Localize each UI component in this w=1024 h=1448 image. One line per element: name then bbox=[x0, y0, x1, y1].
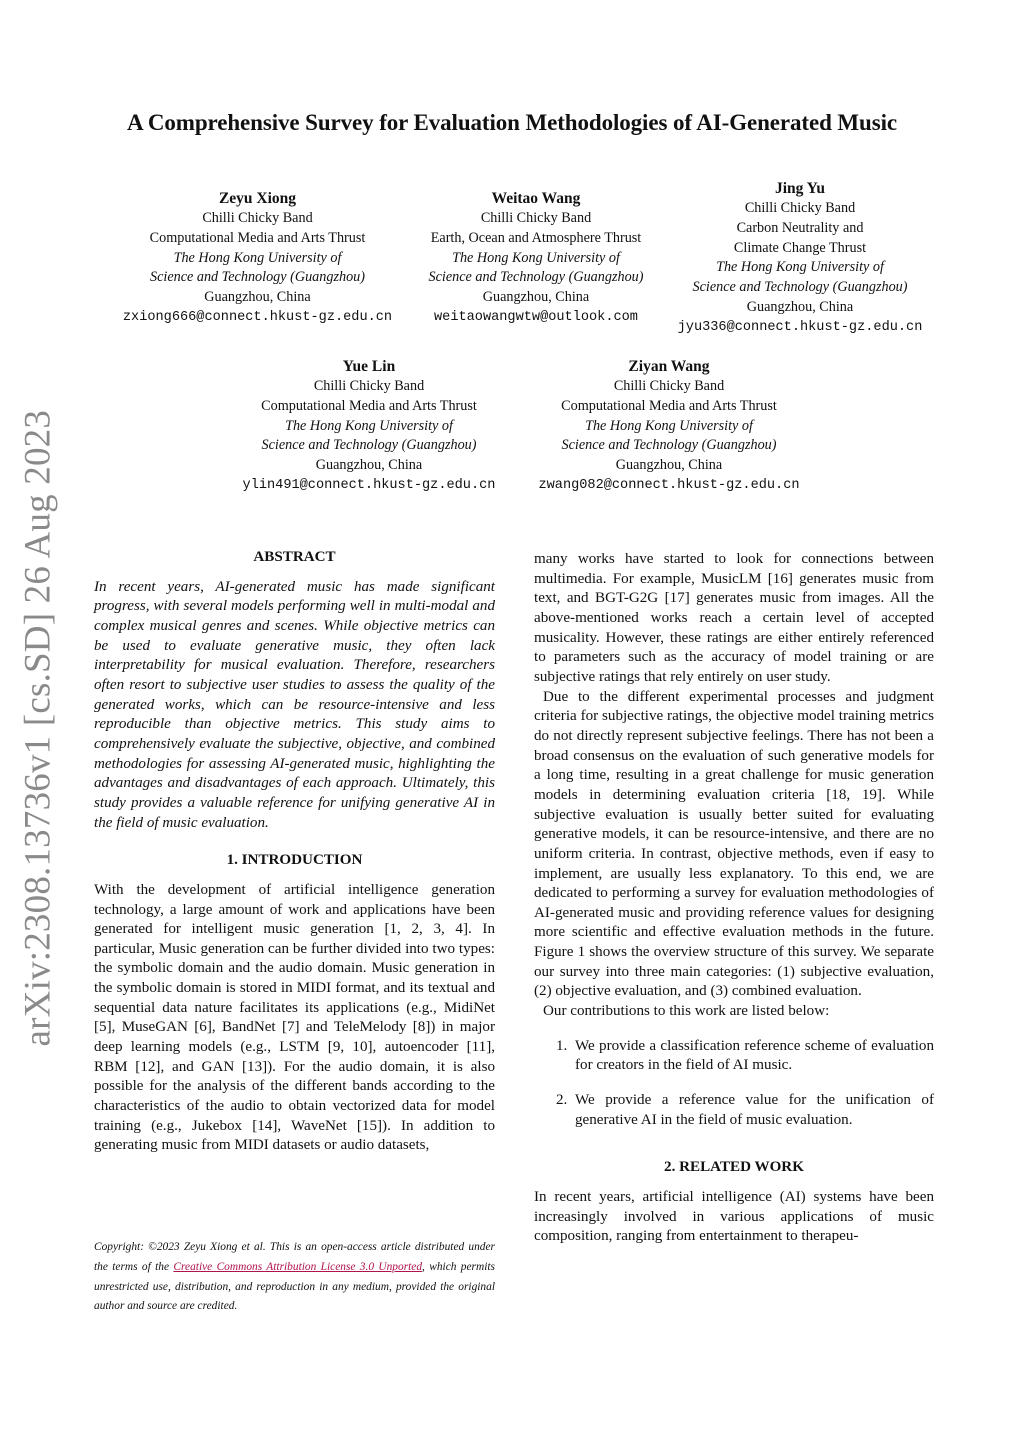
left-column bbox=[94, 548, 495, 1156]
author-affiliation: Earth, Ocean and Atmosphere Thrust bbox=[430, 229, 642, 246]
author-name: Zeyu Xiong bbox=[218, 190, 297, 207]
author-name: Jing Yu bbox=[774, 180, 826, 197]
abstract-text: In recent years, AI-generated music has made significant progress, with several models performing well in multi-modal and complex musical genres and scenes. While objective metrics can be used to evaluate generative music, they often lack interpretability for musical evaluation. Therefore, researchers often resort to subjective user studies to assess the quality of the generated works, which can be resource-intensive and less reproducible than objective metrics. This study aims to comprehensively evaluate the subjective, objective, and combined methodologies for assessing AI-generated music, highlighting the advantages and disadvantages of each approach. Ultimately, this study provides a valuable reference for unifying generative AI in the field of music evaluation. bbox=[94, 578, 495, 831]
author-location: Guangzhou, China bbox=[204, 289, 311, 306]
intro-paragraph-1: With the development of artificial intelligence generation technology, a large amount of work and applications have been generated for intelligent music generation [1, 2, 3, 4]. In particular, Music generation can be further divided into two types: the symbolic domain and the audio domain. Music generation in the symbolic domain is stored in MIDI format, and its textual and sequential data nature facilitates its applications (e.g., MidiNet [5], MuseGAN [6], BandNet [7] and TeleMelody [8]) in major deep learning models (e.g., LSTM [9, 10], autoencoder [11], RBM [12], and GAN [13]). For the audio domain, it is also possible for the analysis of the different bands according to the characteristics of the audio to obtain vectorized data for model training (e.g., Jukebox [14], WaveNet [15]). In addition to generating music from MIDI datasets or audio datasets, bbox=[94, 881, 495, 1154]
author-block-weitao-wang bbox=[410, 188, 662, 328]
author-institution: The Hong Kong University of bbox=[585, 417, 753, 434]
author-affiliation: Chilli Chicky Band bbox=[744, 200, 856, 216]
list-text: We provide a reference value for the unification of generative AI in the field of music evaluation. bbox=[575, 1092, 934, 1128]
license-link[interactable]: Creative Commons Attribution License 3.0 Unported bbox=[173, 1260, 423, 1273]
author-location: Guangzhou, China bbox=[315, 457, 423, 474]
author-institution: Science and Technology (Guangzhou) bbox=[428, 269, 644, 286]
author-name: Weitao Wang bbox=[491, 190, 581, 207]
author-email[interactable]: weitaowangwtw@outlook.com bbox=[434, 309, 638, 325]
author-affiliation: Carbon Neutrality and bbox=[736, 219, 864, 236]
list-item bbox=[534, 1037, 934, 1076]
author-affiliation: Computational Media and Arts Thrust bbox=[561, 397, 777, 414]
author-location: Guangzhou, China bbox=[482, 289, 590, 306]
intro-heading: 1. INTRODUCTION bbox=[226, 852, 363, 869]
intro-paragraph-2: Due to the different experimental processes and judgment criteria for subjective ratings, the objective model training metrics do not directly represent subjective feelings. There has not been a broad consensus on the evaluation of such generative models for a long time, resulting in a great challenge for music generation models in determining evaluation criteria [18, 19]. While subjective evaluation is usually better suited for evaluating generative models, it can be resource-intensive, and there are no uniform criteria. In contrast, objective methods, even if easy to implement, are usually less explanatory. To this end, we are dedicated to performing a survey for evaluation methodologies of AI-generated music and providing reference values for designing more scientific and effective evaluation methods in the future. Figure 1 shows the overview structure of this survey. We separate our survey into three main categories: (1) subjective evaluation, (2) objective evaluation, and (3) combined evaluation. bbox=[534, 688, 934, 1000]
author-affiliation: Chilli Chicky Band bbox=[313, 378, 425, 394]
author-block-ziyan-wang bbox=[516, 356, 822, 496]
author-institution: Science and Technology (Guangzhou) bbox=[261, 437, 477, 454]
author-email[interactable]: ylin491@connect.hkust-gz.edu.cn bbox=[242, 477, 496, 493]
copyright-note bbox=[94, 1238, 495, 1317]
right-column bbox=[534, 550, 934, 1247]
contributions-list bbox=[534, 1037, 934, 1131]
author-email[interactable]: zxiong666@connect.hkust-gz.edu.cn bbox=[122, 309, 393, 325]
author-name: Ziyan Wang bbox=[628, 358, 710, 375]
author-block-jing-yu bbox=[658, 178, 942, 338]
arxiv-side-stamp: arXiv:2308.13736v1 [cs.SD] 26 Aug 2023 bbox=[17, 409, 59, 1047]
author-location: Guangzhou, China bbox=[615, 457, 723, 474]
author-affiliation: Climate Change Thrust bbox=[733, 239, 867, 256]
author-name: Yue Lin bbox=[342, 358, 396, 375]
author-institution: The Hong Kong University of bbox=[285, 417, 453, 434]
author-institution: Science and Technology (Guangzhou) bbox=[149, 269, 365, 286]
author-affiliation: Chilli Chicky Band bbox=[480, 210, 592, 226]
author-email[interactable]: jyu336@connect.hkust-gz.edu.cn bbox=[677, 319, 923, 335]
paper-title: A Comprehensive Survey for Evaluation Methodologies of AI-Generated Music bbox=[127, 110, 897, 135]
intro-paragraph-1-continued: many works have started to look for connections between multimedia. For example, MusicLM [16] generates music from text, and BGT-G2G [17] generates music from images. All the above-mentioned works reach a certain level of accepted musicality. However, these ratings are either entirely referenced to parameters such as the accuracy of model training or are subjective ratings that rely entirely on user study. bbox=[534, 551, 934, 685]
copyright-text-pre: Copyright: ©2023 Zeyu Xiong et al. This is an open-access article distributed under the terms of the bbox=[94, 1241, 495, 1273]
list-item bbox=[534, 1091, 934, 1130]
author-institution: The Hong Kong University of bbox=[716, 259, 884, 276]
author-institution: The Hong Kong University of bbox=[452, 249, 620, 266]
author-block-zeyu-xiong bbox=[100, 188, 415, 328]
copyright-text-post: , which permits unrestricted use, distribution, and reproduction in any medium, provided the original author and source are credited. bbox=[94, 1260, 495, 1313]
abstract-heading: ABSTRACT bbox=[253, 549, 336, 565]
author-affiliation: Chilli Chicky Band bbox=[202, 210, 313, 226]
author-institution: The Hong Kong University of bbox=[173, 249, 342, 266]
author-affiliation: Chilli Chicky Band bbox=[613, 378, 725, 394]
author-email[interactable]: zwang082@connect.hkust-gz.edu.cn bbox=[538, 477, 800, 493]
author-block-yue-lin bbox=[220, 356, 518, 496]
list-number: 1. bbox=[556, 1037, 568, 1054]
author-institution: Science and Technology (Guangzhou) bbox=[692, 279, 908, 296]
list-text: We provide a classification reference scheme of evaluation for creators in the field of AI music. bbox=[575, 1037, 934, 1074]
author-institution: Science and Technology (Guangzhou) bbox=[561, 437, 777, 454]
related-paragraph-1: In recent years, artificial intelligence (AI) systems have been increasingly involved in various applications of music composition, ranging from entertainment to therapeu- bbox=[534, 1189, 934, 1245]
intro-paragraph-3: Our contributions to this work are listed below: bbox=[543, 1003, 830, 1020]
related-heading: 2. RELATED WORK bbox=[664, 1159, 804, 1176]
author-location: Guangzhou, China bbox=[746, 298, 854, 315]
author-affiliation: Computational Media and Arts Thrust bbox=[261, 397, 477, 414]
list-number: 2. bbox=[556, 1092, 568, 1109]
author-affiliation: Computational Media and Arts Thrust bbox=[149, 229, 366, 246]
